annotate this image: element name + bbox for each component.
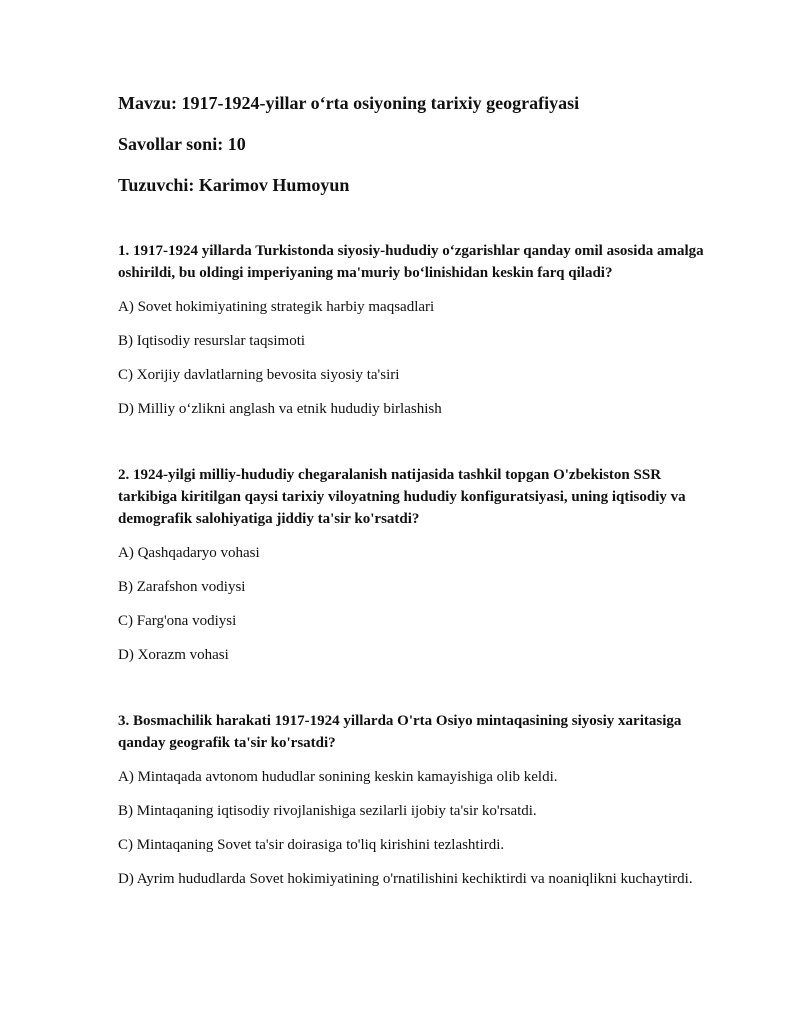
- question-block-1: [118, 240, 708, 420]
- question-text: 2. 1924-yilgi milliy-hududiy chegaralanish natijasida tashkil topgan O'zbekiston SSR tarkibiga kiritilgan qaysi tarixiy viloyatning hududiy konfiguratsiyasi, uning iqtisodiy va demografik salohiyatiga jiddiy ta'sir ko'rsatdi?: [118, 467, 686, 527]
- answer-option-d: D) Xorazm vohasi: [118, 647, 229, 663]
- question-text: 1. 1917-1924 yillarda Turkistonda siyosiy-hududiy o‘zgarishlar qanday omil asosida amalga oshirildi, bu oldingi imperiyaning ma'muriy bo‘linishidan keskin farq qiladi?: [118, 243, 704, 281]
- answer-option-c: C) Farg'ona vodiysi: [118, 613, 237, 629]
- answer-option-b: B) Iqtisodiy resurslar taqsimoti: [118, 333, 306, 349]
- answer-option-c: C) Xorijiy davlatlarning bevosita siyosiy ta'siri: [118, 367, 400, 383]
- question-text: 3. Bosmachilik harakati 1917-1924 yillarda O'rta Osiyo mintaqasining siyosiy xaritasiga qanday geografik ta'sir ko'rsatdi?: [118, 713, 682, 751]
- answer-option-d: D) Milliy o‘zlikni anglash va etnik hududiy birlashish: [118, 401, 442, 417]
- answer-option-d: D) Ayrim hududlarda Sovet hokimiyatining o'rnatilishini kechiktirdi va noaniqlikni kuchaytirdi.: [118, 871, 693, 887]
- question-block-2: [118, 464, 708, 666]
- answer-option-a: A) Mintaqada avtonom hududlar sonining keskin kamayishiga olib keldi.: [118, 769, 558, 785]
- answer-option-a: A) Sovet hokimiyatining strategik harbiy maqsadlari: [118, 299, 435, 315]
- topic-heading: Mavzu: 1917-1924-yillar o‘rta osiyoning tarixiy geografiyasi: [118, 93, 580, 113]
- question-count-heading: Savollar soni: 10: [118, 134, 246, 154]
- answer-option-a: A) Qashqadaryo vohasi: [118, 545, 260, 561]
- author-heading: Tuzuvchi: Karimov Humoyun: [118, 175, 350, 195]
- answer-option-b: B) Mintaqaning iqtisodiy rivojlanishiga sezilarli ijobiy ta'sir ko'rsatdi.: [118, 803, 537, 819]
- answer-option-b: B) Zarafshon vodiysi: [118, 579, 246, 595]
- answer-option-c: C) Mintaqaning Sovet ta'sir doirasiga to'liq kirishini tezlashtirdi.: [118, 837, 505, 853]
- question-block-3: [118, 710, 708, 890]
- document-page: [118, 92, 708, 890]
